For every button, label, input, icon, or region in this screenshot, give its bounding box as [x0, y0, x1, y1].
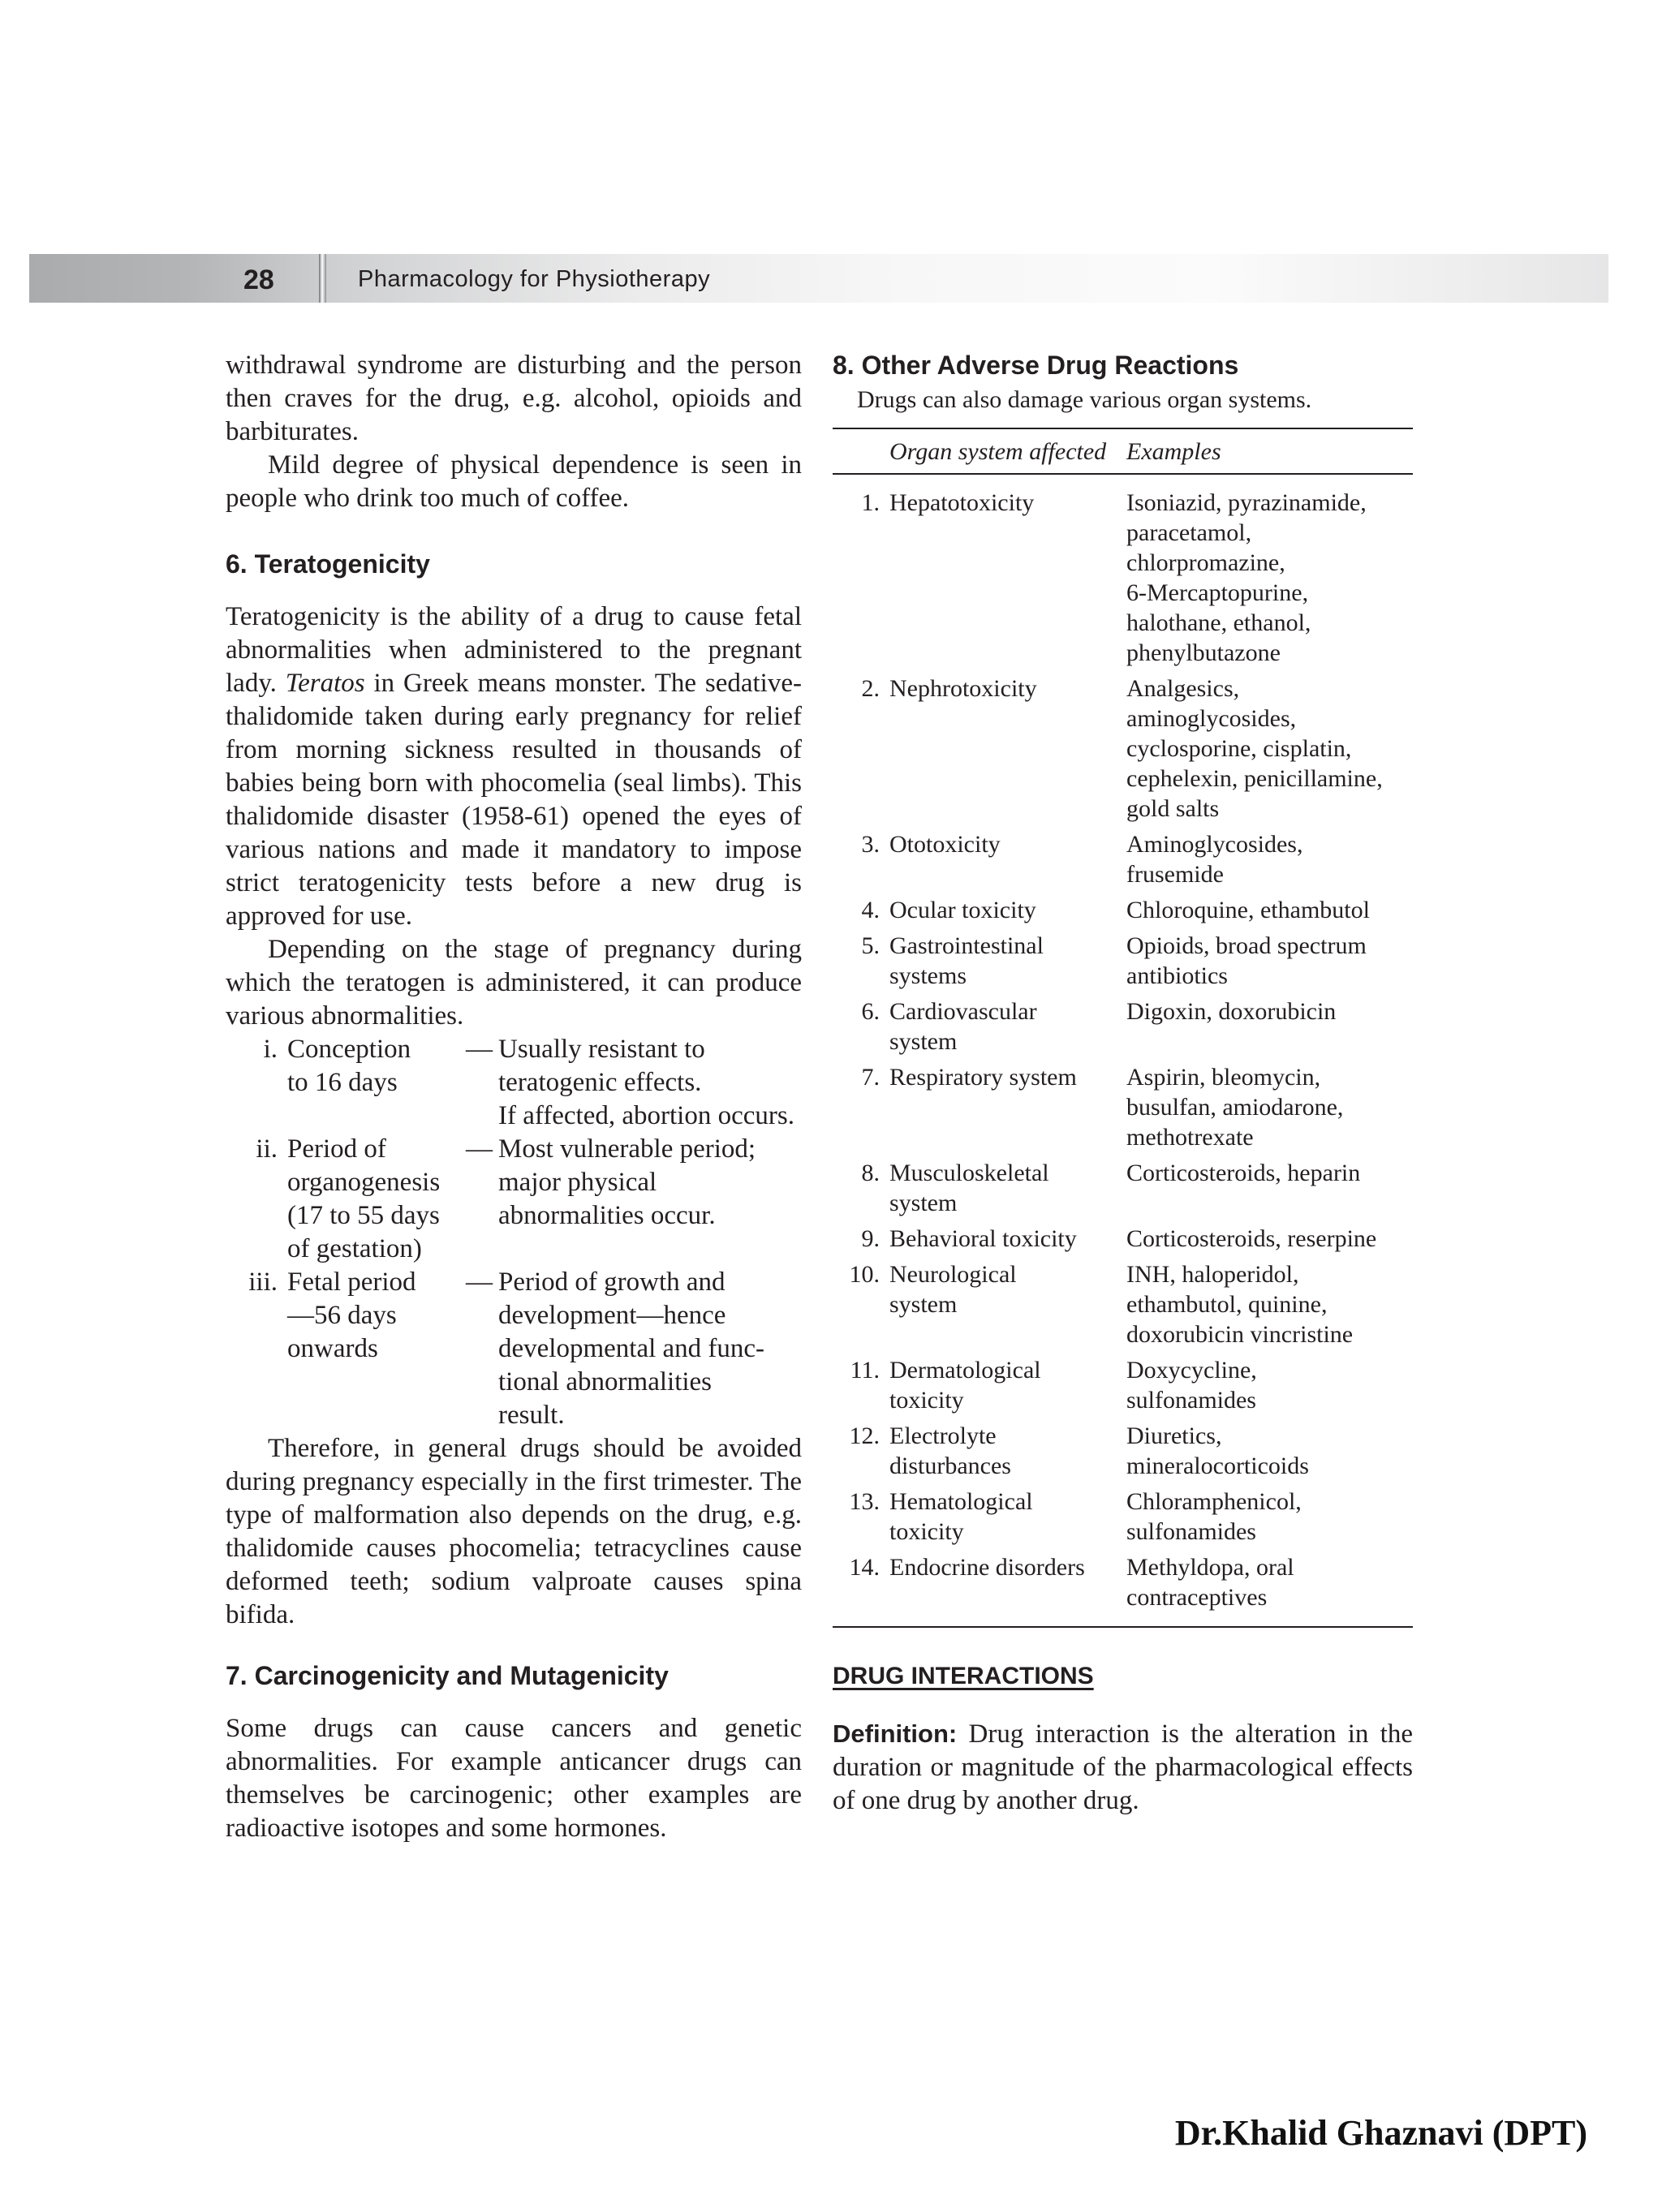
table-body	[833, 475, 1413, 1626]
stage-dash	[466, 1233, 498, 1266]
organ-line: Hepatotoxicity	[889, 489, 1035, 516]
stage-line	[226, 1199, 802, 1233]
stage-period: (17 to 55 days	[287, 1201, 440, 1230]
column-header-organ-system: Organ system affected	[889, 438, 1107, 465]
example-line: doxorubicin vincristine	[1126, 1321, 1354, 1348]
italic-term-teratos: Teratos	[285, 669, 365, 698]
organ-system-cell	[889, 1158, 1126, 1218]
table-header	[833, 429, 1413, 475]
table-row	[833, 488, 1413, 668]
paragraph-definition	[833, 1717, 1413, 1818]
author-signature: Dr.Khalid Ghaznavi (DPT)	[1174, 2113, 1587, 2153]
stage-number	[226, 1100, 287, 1133]
organ-system-cell	[889, 931, 1126, 991]
organ-line: Respiratory system	[889, 1064, 1077, 1091]
stage-line	[226, 1100, 802, 1133]
examples-cell	[1126, 1259, 1413, 1349]
table-row	[833, 1355, 1413, 1415]
table-row	[833, 1224, 1413, 1254]
stage-effect: teratogenic effects.	[498, 1068, 702, 1097]
stage-number	[226, 1299, 287, 1332]
examples-cell	[1126, 996, 1413, 1057]
examples-cell	[1126, 1552, 1413, 1612]
stage-period: of gestation)	[287, 1234, 422, 1263]
organ-line: Hematological	[889, 1488, 1033, 1515]
example-line: Chloramphenicol,	[1126, 1488, 1302, 1515]
example-line: busulfan, amiodarone,	[1126, 1094, 1344, 1121]
row-number: 4.	[861, 897, 880, 923]
stage-number	[226, 1332, 287, 1366]
stage-period	[287, 1100, 466, 1133]
example-line: Aspirin, bleomycin,	[1126, 1064, 1321, 1091]
organ-toxicity-table	[833, 428, 1413, 1628]
stage-period	[287, 1366, 466, 1399]
table-row	[833, 1259, 1413, 1349]
example-line: sulfonamides	[1126, 1387, 1256, 1414]
example-line: ethambutol, quinine,	[1126, 1291, 1328, 1318]
stage-dash	[466, 1199, 498, 1233]
stage-line	[226, 1133, 802, 1166]
organ-system-cell	[889, 996, 1126, 1057]
row-number: 5.	[861, 932, 880, 959]
organ-line: Electrolyte	[889, 1422, 997, 1449]
organ-line: Cardiovascular	[889, 998, 1037, 1025]
text-span: Teratogenicity is the ability of a drug to cause fetal abnormalities when administered to the pregnant lady.	[226, 602, 802, 698]
table-row	[833, 1487, 1413, 1547]
row-number: 3.	[861, 831, 880, 858]
stage-list	[226, 1033, 802, 1432]
definition-label: Definition:	[833, 1719, 958, 1748]
organ-system-cell	[889, 1421, 1126, 1481]
organ-line: Behavioral toxicity	[889, 1225, 1077, 1252]
stage-period: onwards	[287, 1334, 378, 1363]
example-line: aminoglycosides,	[1126, 705, 1297, 732]
page-number: 28	[243, 265, 274, 295]
example-line: halothane, ethanol,	[1126, 609, 1311, 636]
stage-period: organogenesis	[287, 1168, 441, 1197]
stage-period: —56 days	[287, 1301, 397, 1330]
heading-other-adverse-reactions: 8. Other Adverse Drug Reactions	[833, 351, 1239, 380]
examples-cell	[1126, 1158, 1413, 1218]
stage-effect: tional abnormalities	[498, 1367, 713, 1396]
heading-teratogenicity: 6. Teratogenicity	[226, 549, 430, 579]
row-number: 10.	[849, 1261, 880, 1288]
stage-dash	[466, 1332, 498, 1366]
stage-effect	[498, 1233, 802, 1266]
stage-line	[226, 1399, 802, 1432]
row-number: 2.	[861, 675, 880, 702]
organ-system-cell	[889, 1259, 1126, 1349]
stage-number	[226, 1366, 287, 1399]
examples-cell	[1126, 1062, 1413, 1152]
organ-system-cell	[889, 829, 1126, 889]
row-number: 8.	[861, 1160, 880, 1186]
paragraph-withdrawal: withdrawal syndrome are disturbing and the person then craves for the drug, e.g. alcohol, opioids and barbiturates.	[226, 351, 802, 446]
row-number: 11.	[850, 1357, 880, 1384]
row-number: 9.	[861, 1225, 880, 1252]
stage-effect: If affected, abortion occurs.	[498, 1101, 794, 1130]
stage-line	[226, 1332, 802, 1366]
example-line: gold salts	[1126, 795, 1220, 822]
stage-number: iii.	[248, 1267, 278, 1297]
examples-cell	[1126, 1355, 1413, 1415]
examples-cell	[1126, 931, 1413, 991]
organ-line: system	[889, 1028, 958, 1055]
organ-line: Ocular toxicity	[889, 897, 1036, 923]
examples-cell	[1126, 488, 1413, 668]
stage-number: i.	[263, 1035, 278, 1064]
organ-system-cell	[889, 1355, 1126, 1415]
table-row	[833, 931, 1413, 991]
examples-cell	[1126, 1421, 1413, 1481]
organ-line: Ototoxicity	[889, 831, 1001, 858]
row-number: 1.	[861, 489, 880, 516]
stage-effect: developmental and func-	[498, 1334, 765, 1363]
examples-cell	[1126, 673, 1413, 824]
stage-effect: result.	[498, 1401, 565, 1430]
paragraph-stage-of-pregnancy: Depending on the stage of pregnancy during which the teratogen is administered, it can produce various abnormalities.	[226, 935, 802, 1031]
paragraph-carcinogenicity: Some drugs can cause cancers and genetic abnormalities. For example anticancer drugs can themselves be carcinogenic; other examples are radioactive isotopes and some hormones.	[226, 1714, 802, 1843]
organ-system-cell	[889, 1062, 1126, 1152]
organ-line: system	[889, 1291, 958, 1318]
stage-dash: —	[466, 1267, 493, 1297]
organ-line: toxicity	[889, 1518, 964, 1545]
stage-dash: —	[466, 1035, 493, 1064]
stage-period: Fetal period	[287, 1267, 416, 1297]
stage-period: Period of	[287, 1134, 386, 1164]
stage-effect: Most vulnerable period;	[498, 1134, 756, 1164]
organ-line: Neurological	[889, 1261, 1017, 1288]
stage-dash	[466, 1166, 498, 1199]
stage-dash: —	[466, 1134, 493, 1164]
example-line: Aminoglycosides,	[1126, 831, 1303, 858]
example-line: methotrexate	[1126, 1124, 1254, 1151]
example-line: Chloroquine, ethambutol	[1126, 897, 1370, 923]
definition-text: Drug interaction is the alteration in the duration or magnitude of the pharmacological effects of one drug by another drug.	[833, 1719, 1413, 1815]
stage-line	[226, 1233, 802, 1266]
stage-dash	[466, 1399, 498, 1432]
stage-number	[226, 1066, 287, 1100]
organ-line: toxicity	[889, 1387, 964, 1414]
organ-line: systems	[889, 962, 967, 989]
paragraph-avoid-drugs: Therefore, in general drugs should be avoided during pregnancy especially in the first trimester. The type of malformation also depends on the drug, e.g. thalidomide causes phocomelia; tetracyclines cause deformed teeth; sodium valproate causes spina bifida.	[226, 1434, 802, 1629]
row-number: 6.	[861, 998, 880, 1025]
organ-line: system	[889, 1190, 958, 1216]
row-number: 14.	[849, 1554, 880, 1581]
organ-system-cell	[889, 1487, 1126, 1547]
stage-line	[226, 1166, 802, 1199]
example-line: sulfonamides	[1126, 1518, 1256, 1545]
table-row	[833, 1062, 1413, 1152]
table-row	[833, 1158, 1413, 1218]
heading-carcinogenicity: 7. Carcinogenicity and Mutagenicity	[226, 1661, 669, 1690]
organ-system-cell	[889, 895, 1126, 925]
example-line: chlorpromazine,	[1126, 549, 1285, 576]
example-line: cyclosporine, cisplatin,	[1126, 735, 1352, 762]
table-row	[833, 895, 1413, 925]
stage-dash	[466, 1066, 498, 1100]
heading-drug-interactions: DRUG INTERACTIONS	[833, 1663, 1094, 1689]
row-number: 7.	[861, 1064, 880, 1091]
organ-line: Gastrointestinal	[889, 932, 1044, 959]
stage-line	[226, 1066, 802, 1100]
stage-number	[226, 1199, 287, 1233]
table-intro: Drugs can also damage various organ systems.	[857, 386, 1312, 413]
example-line: frusemide	[1126, 861, 1224, 888]
organ-system-cell	[889, 488, 1126, 668]
organ-line: Musculoskeletal	[889, 1160, 1049, 1186]
example-line: Methyldopa, oral	[1126, 1554, 1294, 1581]
table-row	[833, 673, 1413, 824]
table-row	[833, 829, 1413, 889]
organ-line: disturbances	[889, 1452, 1011, 1479]
stage-line	[226, 1033, 802, 1066]
stage-number	[226, 1233, 287, 1266]
text-span: in Greek means monster. The sedative-thalidomide taken during early pregnancy for relief from morning sickness resulted in thousands of babies being born with phocomelia (seal limbs). This thalidomide disaster (1958-61) opened the eyes of various nations and made it mandatory to impose strict teratogenicity tests before a new drug is approved for use.	[226, 669, 802, 931]
organ-system-cell	[889, 673, 1126, 824]
stage-effect: Usually resistant to	[498, 1035, 705, 1064]
example-line: antibiotics	[1126, 962, 1228, 989]
stage-period: Conception	[287, 1035, 411, 1064]
stage-line	[226, 1366, 802, 1399]
stage-period: to 16 days	[287, 1068, 398, 1097]
example-line: Digoxin, doxorubicin	[1126, 998, 1337, 1025]
stage-dash	[466, 1366, 498, 1399]
stage-line	[226, 1266, 802, 1299]
stage-dash	[466, 1299, 498, 1332]
example-line: INH, haloperidol,	[1126, 1261, 1299, 1288]
organ-system-cell	[889, 1224, 1126, 1254]
stage-effect: abnormalities occur.	[498, 1201, 716, 1230]
stage-effect: Period of growth and	[498, 1267, 726, 1297]
example-line: Analgesics,	[1126, 675, 1240, 702]
table-row	[833, 1552, 1413, 1612]
paragraph-teratogenicity-definition	[226, 600, 802, 933]
examples-cell	[1126, 1487, 1413, 1547]
header-divider	[319, 254, 326, 303]
example-line: Diuretics,	[1126, 1422, 1222, 1449]
example-line: Opioids, broad spectrum	[1126, 932, 1367, 959]
table-row	[833, 996, 1413, 1057]
right-column	[833, 349, 1413, 1818]
stage-effect: development—hence	[498, 1301, 726, 1330]
example-line: 6-Mercaptopurine,	[1126, 579, 1309, 606]
column-header-examples: Examples	[1126, 438, 1221, 465]
example-line: mineralocorticoids	[1126, 1452, 1309, 1479]
stage-number	[226, 1166, 287, 1199]
stage-number	[226, 1399, 287, 1432]
row-number: 12.	[849, 1422, 880, 1449]
stage-period	[287, 1399, 466, 1432]
organ-system-cell	[889, 1552, 1126, 1612]
organ-line: Nephrotoxicity	[889, 675, 1037, 702]
example-line: phenylbutazone	[1126, 639, 1281, 666]
paragraph-coffee: Mild degree of physical dependence is seen in people who drink too much of coffee.	[226, 450, 802, 513]
stage-line	[226, 1299, 802, 1332]
example-line: Corticosteroids, heparin	[1126, 1160, 1361, 1186]
example-line: cephelexin, penicillamine,	[1126, 765, 1383, 792]
stage-number: ii.	[256, 1134, 278, 1164]
stage-dash	[466, 1100, 498, 1133]
left-column	[226, 349, 802, 1845]
row-number: 13.	[849, 1488, 880, 1515]
example-line: Doxycycline,	[1126, 1357, 1257, 1384]
organ-line: Dermatological	[889, 1357, 1041, 1384]
example-line: paracetamol,	[1126, 519, 1252, 546]
examples-cell	[1126, 1224, 1413, 1254]
book-title: Pharmacology for Physiotherapy	[358, 266, 711, 292]
example-line: Isoniazid, pyrazinamide,	[1126, 489, 1367, 516]
example-line: contraceptives	[1126, 1584, 1268, 1611]
organ-line: Endocrine disorders	[889, 1554, 1085, 1581]
stage-effect: major physical	[498, 1168, 657, 1197]
example-line: Corticosteroids, reserpine	[1126, 1225, 1377, 1252]
table-row	[833, 1421, 1413, 1481]
examples-cell	[1126, 895, 1413, 925]
examples-cell	[1126, 829, 1413, 889]
